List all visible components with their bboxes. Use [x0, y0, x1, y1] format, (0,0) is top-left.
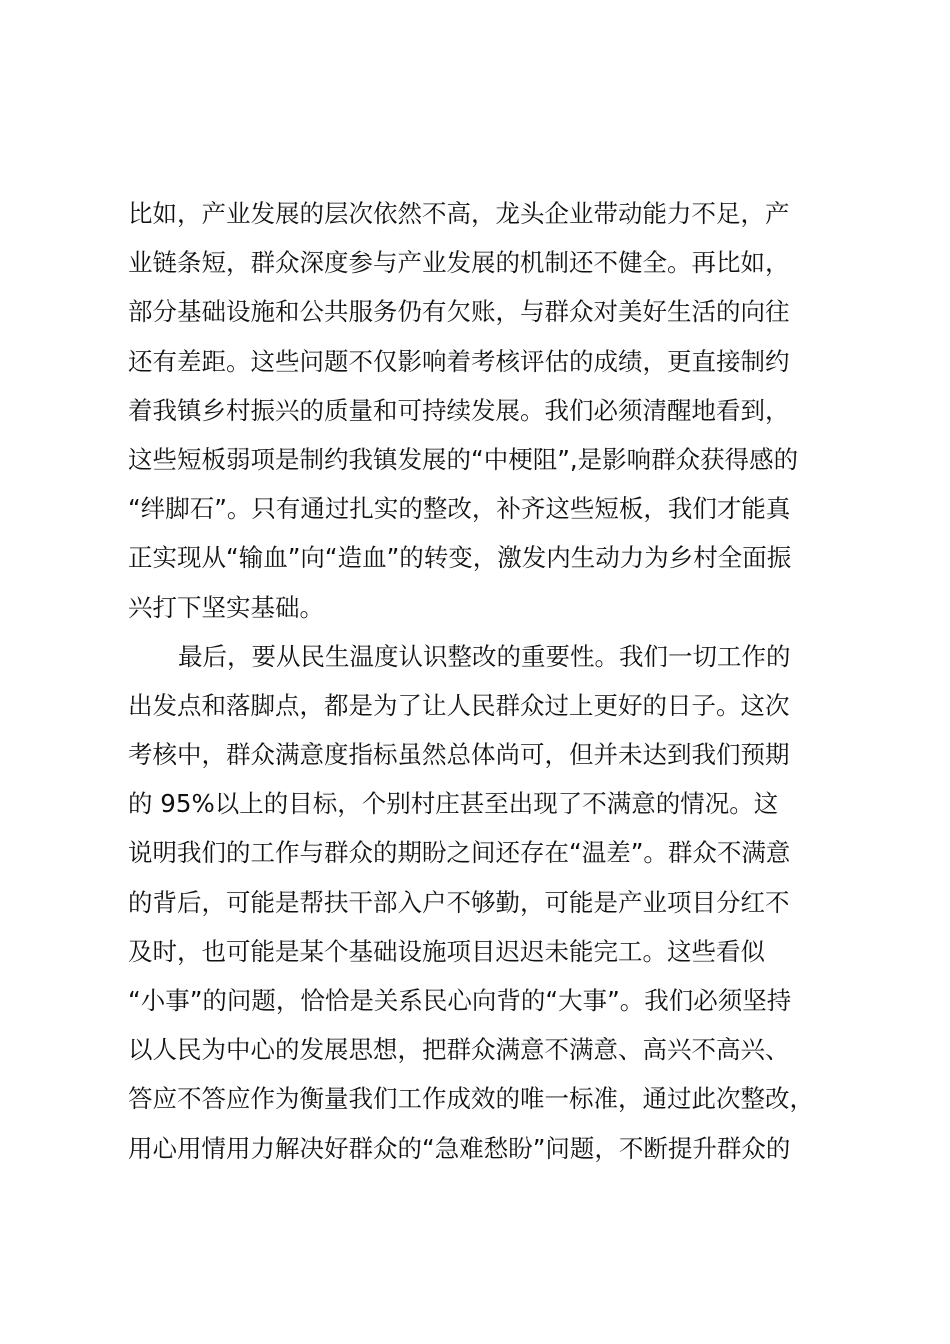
- text-line: 兴打下坚实基础。: [128, 592, 324, 622]
- text-line: 比如，产业发展的层次依然不高，龙头企业带动能力不足，产: [128, 199, 790, 228]
- text-line: “绊脚石”。只有通过扎实的整改，补齐这些短板，我们才能真: [128, 494, 791, 524]
- text-line: 还有差距。这些问题不仅影响着考核评估的成绩，更直接制约: [128, 346, 790, 376]
- text-line: 这些短板弱项是制约我镇发展的“中梗阻”,是影响群众获得感的: [128, 444, 799, 474]
- paragraph-first-line: 最后，要从民生温度认识整改的重要性。我们一切工作的: [178, 641, 791, 671]
- text-line: 及时，也可能是某个基础设施项目迟迟未能完工。这些看似: [128, 936, 765, 966]
- text-line: 以人民为中心的发展思想，把群众满意不满意、高兴不高兴、: [128, 1035, 790, 1065]
- text-line: 业链条短，群众深度参与产业发展的机制还不健全。再比如，: [128, 248, 790, 278]
- text-line: 正实现从“输血”向“造血”的转变，激发内生动力为乡村全面振: [128, 543, 792, 573]
- text-line: “小事”的问题，恰恰是关系民心向背的“大事”。我们必须坚持: [128, 986, 792, 1015]
- text-line: 着我镇乡村振兴的质量和可持续发展。我们必须清醒地看到，: [128, 395, 790, 425]
- text-line: 的 95%以上的目标，个别村庄甚至出现了不满意的情况。这: [128, 789, 779, 819]
- text-line: 出发点和落脚点，都是为了让人民群众过上更好的日子。这次: [128, 690, 790, 720]
- text-line: 考核中，群众满意度指标虽然总体尚可，但并未达到我们预期: [128, 740, 790, 770]
- text-line: 用心用情用力解决好群众的“急难愁盼”问题，不断提升群众的: [128, 1133, 791, 1163]
- document-body: [0, 189, 950, 1173]
- text-line: 答应不答应作为衡量我们工作成效的唯一标准，通过此次整改，: [128, 1084, 814, 1114]
- text-line: 说明我们的工作与群众的期盼之间还存在“温差”。群众不满意: [128, 838, 791, 868]
- text-line: 部分基础设施和公共服务仍有欠账，与群众对美好生活的向往: [128, 297, 790, 327]
- text-line: 的背后，可能是帮扶干部入户不够勤，可能是产业项目分红不: [128, 887, 790, 917]
